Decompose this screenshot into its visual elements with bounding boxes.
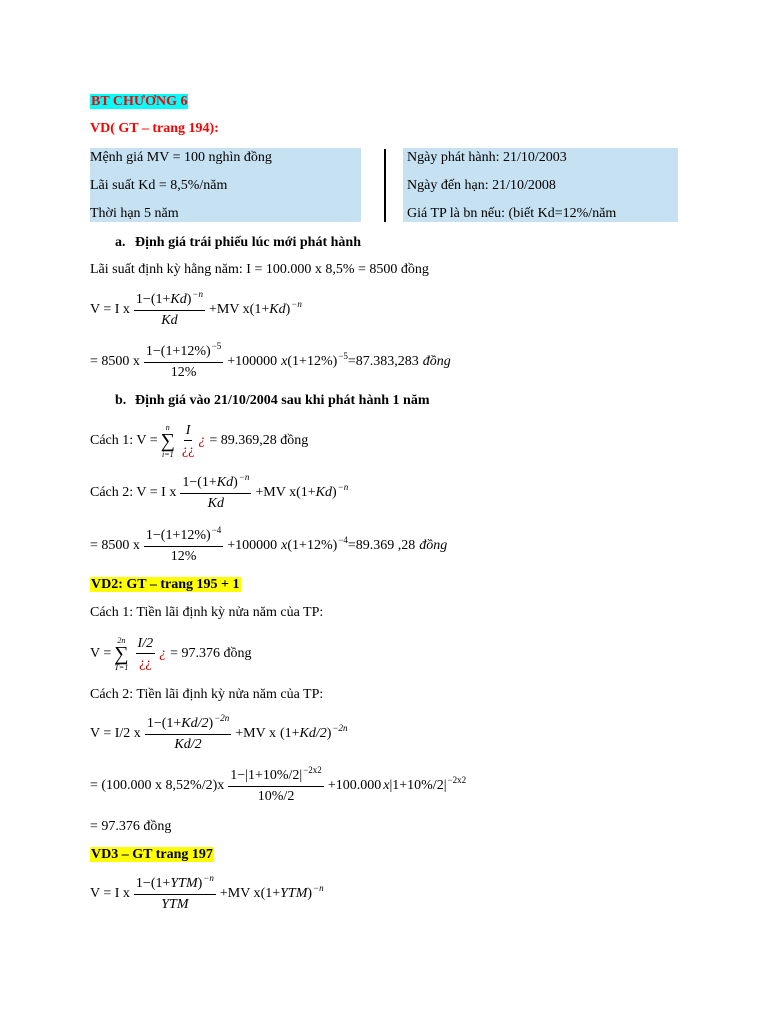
part-a-title: Định giá trái phiếu lúc mới phát hành [135,235,361,250]
paren-text: (1+12%) [287,354,338,369]
paren-open: (1+ [260,886,281,901]
paren-variable: Kd [315,485,332,500]
paren-text: (1+12%) [287,538,338,553]
numerator-text: 1−(1+12%) [145,528,211,543]
paren-close: ) [285,302,291,317]
fraction-numerator [228,767,324,787]
sum-lower-limit: T=1 [114,662,129,672]
example2-result: = 97.376 đồng [90,819,172,834]
paren-exponent: −5 [338,351,348,361]
face-value-term: +100.000 [327,778,382,793]
method1-sum-formula [90,422,308,459]
numerator-exponent: −5 [211,341,222,351]
given-maturity-date: Ngày đến hạn: 21/10/2008 [407,178,556,193]
given-interest-rate: Lãi suất Kd = 8,5%/năm [90,178,228,193]
given-question: Giá TP là bn nếu: (biết Kd=12%/năm [407,206,617,221]
paren-variable: Kd/2 [299,726,327,741]
numerator-exponent: −2n [214,713,230,723]
numerator-exponent: −n [192,289,203,299]
formula-lhs: Cách 2: V = I x [90,485,177,500]
example3-title: VD3 – GT trang 197 [91,847,213,862]
paren-open: (1+ [249,302,270,317]
numerator-close: ) [197,876,203,891]
formula-lhs: V = I x [90,302,130,317]
calc-result: =89.369 ,28 [347,538,416,553]
sum-symbol: ∑ [160,429,175,452]
given-box-left [90,148,361,222]
calc-fraction [228,767,324,805]
trailing-glyph: ¿ [159,645,167,661]
numerator-open: 1−(1+ [146,716,182,731]
paren-exponent: −n [337,482,349,492]
paren-exponent: −2x2 [447,775,467,785]
fraction-denominator: Kd [161,313,178,328]
given-term: Thời hạn 5 năm [90,206,179,221]
paren-open: (1+ [296,485,316,500]
given-issue-date: Ngày phát hành: 21/10/2003 [407,150,567,165]
paren-exponent: −2n [332,723,348,733]
face-value-term: +100000 [227,538,278,553]
calc-result: =87.383,283 [347,354,419,369]
sum-fraction [182,422,194,459]
fraction-numerator [145,715,231,735]
numerator-exponent: −n [238,472,250,482]
numerator-exponent: −2x2 [303,765,322,775]
discount-factor [279,723,348,742]
fraction-numerator [144,527,223,547]
example2-semiannual-formula [90,715,348,753]
paren-close: ) [307,886,313,901]
paren-exponent: −4 [338,535,348,545]
method1-result: = 89.369,28 đồng [209,432,309,448]
discount-factor [249,299,302,318]
sum-upper-limit: n [165,422,170,432]
annuity-fraction [180,474,251,512]
discount-factor [389,775,467,794]
face-value-term: +100000 [227,354,278,369]
calc-lhs: = 8500 x [90,354,140,369]
paren-exponent: −n [313,883,324,893]
method1-result: = 97.376 đồng [170,645,252,661]
numerator-exponent: −4 [211,525,222,535]
given-divider [384,149,386,222]
example2-sum-formula [90,635,252,672]
fraction-denominator: ¿¿ [181,443,195,458]
part-b-title: Định giá vào 21/10/2004 sau khi phát hành 1 năm [135,393,430,408]
numerator-variable: Kd/2 [181,716,209,731]
face-value-term: +MV x [208,302,250,317]
annuity-fraction [145,715,231,753]
fraction-numerator [180,474,251,494]
formula-lhs: V = I/2 x [90,726,141,741]
sum-upper-limit: 2n [117,635,126,645]
fraction-denominator: Kd [207,496,225,511]
example2-calculation [90,767,466,805]
summation [161,423,175,459]
chapter-title-line [90,93,188,110]
annuity-fraction [134,875,216,913]
trailing-glyph: ¿ [198,432,206,448]
sum-symbol: ∑ [114,642,129,665]
numerator-close: ) [233,475,238,490]
example2-title: VD2: GT – trang 195 + 1 [91,577,240,592]
face-value-term: +MV x [255,485,297,500]
numerator-variable: YTM [170,876,198,891]
times-sign: x [281,354,288,369]
bond-value-formula [90,291,302,329]
method1-lhs: V = [90,645,112,661]
sum-lower-limit: i=1 [161,449,174,459]
given-box-right [403,148,678,222]
bond-value-calculation [90,343,451,381]
discount-factor [296,482,349,501]
numerator-text: 1−(1+12%) [145,344,211,359]
numerator-variable: Kd [170,292,187,307]
method2-calculation [90,527,447,565]
paren-open: (1+ [279,726,300,741]
calc-unit: đồng [422,354,451,369]
discount-factor [260,883,324,902]
example3-title-line [90,846,214,863]
chapter-title: BT CHƯƠNG 6 [91,94,188,109]
numerator-variable: Kd [216,475,234,490]
method1-lhs: Cách 1: V = [90,432,158,448]
paren-variable: YTM [280,886,308,901]
part-b-marker: b. [115,393,127,408]
fraction-numerator [144,343,223,363]
discount-factor [287,535,348,554]
numerator-close: ) [186,292,192,307]
fraction-denominator: 12% [170,549,197,564]
fraction-numerator: I [184,422,193,441]
example2-method1-label: Cách 1: Tiền lãi định kỳ nửa năm của TP: [90,605,324,620]
example2-title-line [90,576,241,593]
calc-fraction [144,527,223,565]
annual-interest-line: Lãi suất định kỳ hằng năm: I = 100.000 x 8,5% = 8500 đồng [90,262,429,277]
part-a-marker: a. [115,235,126,250]
numerator-close: ) [208,716,214,731]
example1-title: VD( GT – trang 194): [90,121,219,136]
fraction-denominator: 10%/2 [257,789,295,804]
calc-lhs: = 8500 x [90,538,140,553]
numerator-text: 1−|1+10%/2| [230,768,303,783]
face-value-term: +MV x [219,886,261,901]
example2-method2-label: Cách 2: Tiền lãi định kỳ nửa năm của TP: [90,687,324,702]
paren-text: |1+10%/2| [389,778,447,793]
fraction-numerator [134,875,216,895]
method2-formula [90,474,348,512]
fraction-denominator: 12% [170,365,197,380]
fraction-numerator: I/2 [136,635,156,654]
calc-unit: đồng [419,538,448,553]
annuity-fraction [134,291,205,329]
calc-lhs: = (100.000 x 8,52%/2)x [90,778,225,793]
face-value-term: +MV x [235,726,276,741]
paren-variable: Kd [269,302,286,317]
paren-close: ) [331,485,337,500]
numerator-open: 1−(1+ [135,876,171,891]
discount-factor [287,351,348,370]
formula-lhs: V = I x [90,886,130,901]
times-sign: x [281,538,288,553]
example3-ytm-formula [90,875,324,913]
times-sign: x [383,778,390,793]
calc-fraction [144,343,223,381]
fraction-denominator: ¿¿ [139,656,152,671]
summation [114,636,128,672]
numerator-open: 1−(1+ [135,292,171,307]
numerator-exponent: −n [203,873,214,883]
fraction-denominator: Kd/2 [174,737,202,752]
fraction-denominator: YTM [161,897,189,912]
paren-exponent: −n [291,299,302,309]
fraction-numerator [134,291,205,311]
given-face-value: Mệnh giá MV = 100 nghìn đồng [90,150,272,165]
sum-fraction [136,635,156,672]
paren-close: ) [326,726,332,741]
numerator-open: 1−(1+ [182,475,217,490]
